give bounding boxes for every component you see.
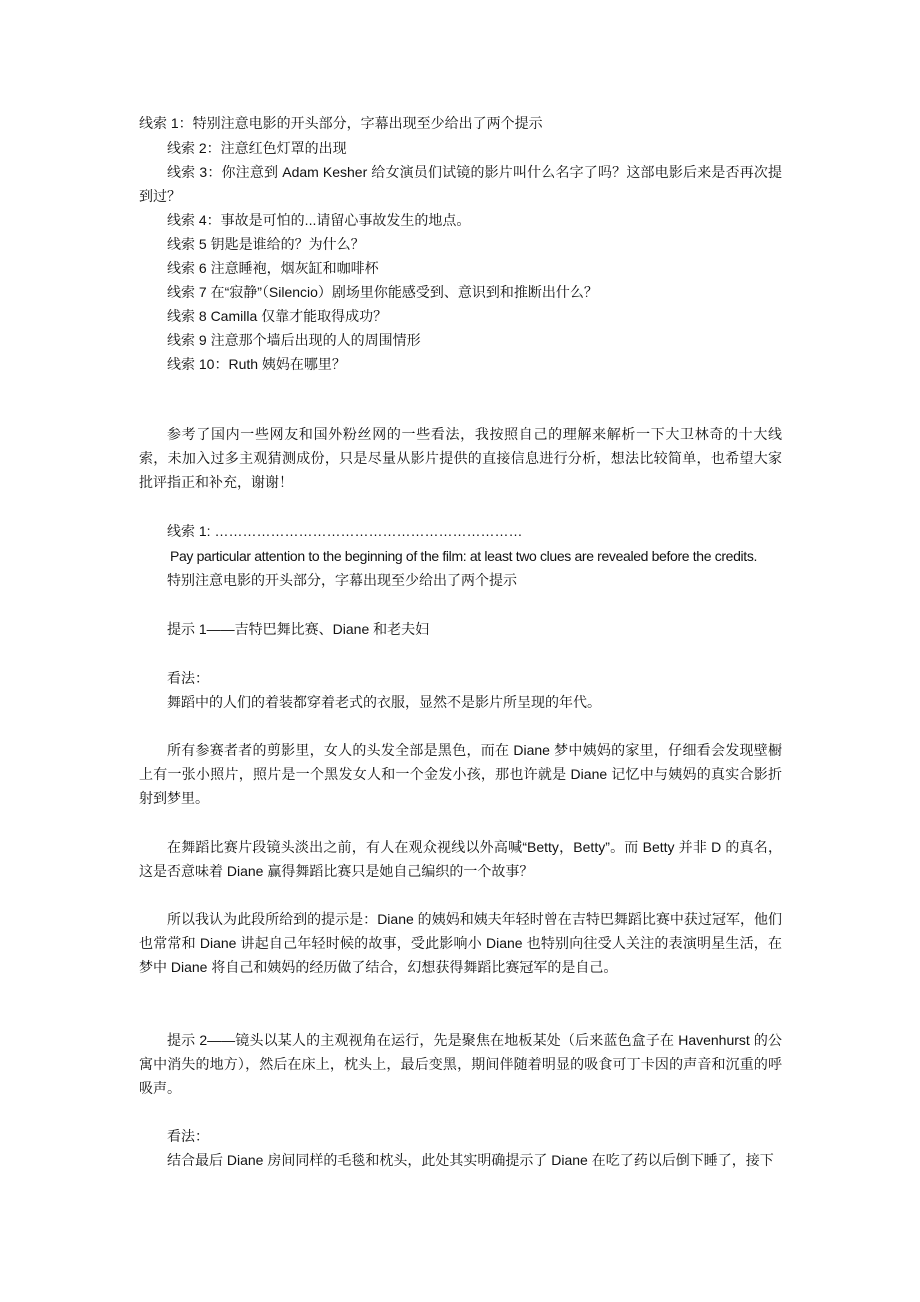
clue-6: 线索 6 注意睡袍，烟灰缸和咖啡杯: [167, 260, 379, 276]
clue-3: 线索 3：你注意到 Adam Kesher 给女演员们试镜的影片叫什么名字了吗？这部电影后来是否再次提到过？: [139, 164, 782, 204]
clue-1: 线索 1：特别注意电影的开头部分，字幕出现至少给出了两个提示: [139, 115, 543, 131]
clue-7: 线索 7 在“寂静”（Silencio）剧场里你能感受到、意识到和推断出什么？: [167, 284, 598, 300]
clue1-english: Pay particular attention to the beginning of the film: at least two clues are revealed before the credits.: [170, 548, 758, 564]
clue-10: 线索 10：Ruth 姨妈在哪里？: [167, 356, 346, 372]
clue1-chinese: 特别注意电影的开头部分，字幕出现至少给出了两个提示: [167, 572, 517, 588]
clue-8: 线索 8 Camilla 仅靠才能取得成功？: [167, 308, 388, 324]
hint1-title: 提示 1——吉特巴舞比赛、Diane 和老夫妇: [167, 621, 430, 637]
view-label-1: 看法：: [167, 670, 209, 686]
hint1-paragraph-4: 所以我认为此段所给到的提示是：Diane 的姨妈和姨夫年轻时曾在吉特巴舞蹈比赛中获过冠军，他们也常常和 Diane 讲起自己年轻时候的故事，受此影响小 Diane 也特别向往受人关注的表演明星生活，在梦中 Diane 将自己和姨妈的经历做了结合，幻想获得舞蹈比赛冠军的是自己。: [139, 911, 782, 975]
hint2-view: 结合最后 Diane 房间同样的毛毯和枕头，此处其实明确提示了 Diane 在吃了药以后倒下睡了，接下: [167, 1152, 774, 1168]
hint1-paragraph-2: 所有参赛者者的剪影里，女人的头发全部是黑色，而在 Diane 梦中姨妈的家里，仔细看会发现壁橱上有一张小照片，照片是一个黑发女人和一个金发小孩，那也许就是 Diane 记忆中与姨妈的真实合影折射到梦里。: [139, 742, 782, 806]
clue1-heading: 线索 1: …………………………………………………………: [167, 523, 523, 539]
intro-paragraph: 参考了国内一些网友和国外粉丝网的一些看法，我按照自己的理解来解析一下大卫林奇的十大线索，未加入过多主观猜测成份，只是尽量从影片提供的直接信息进行分析，想法比较简单，也希望大家批评指正和补充，谢谢！: [139, 426, 782, 490]
clue-2: 线索 2：注意红色灯罩的出现: [167, 140, 347, 156]
hint2-title: 提示 2——镜头以某人的主观视角在运行，先是聚焦在地板某处（后来蓝色盒子在 Havenhurst 的公寓中消失的地方），然后在床上，枕头上，最后变黑，期间伴随着明显的吸食可丁卡因的声音和沉重的呼吸声。: [139, 1032, 782, 1096]
hint1-paragraph-3: 在舞蹈比赛片段镜头淡出之前，有人在观众视线以外高喊“Betty，Betty”。而 Betty 并非 D 的真名，这是否意味着 Diane 赢得舞蹈比赛只是她自己编织的一个故事？: [139, 839, 782, 879]
clue-4: 线索 4：事故是可怕的...请留心事故发生的地点。: [167, 212, 471, 228]
view-label-2: 看法：: [167, 1128, 209, 1144]
hint1-view: 舞蹈中的人们的着装都穿着老式的衣服，显然不是影片所呈现的年代。: [167, 694, 601, 710]
clue-9: 线索 9 注意那个墙后出现的人的周围情形: [167, 332, 421, 348]
clue-5: 线索 5 钥匙是谁给的？为什么？: [167, 236, 365, 252]
